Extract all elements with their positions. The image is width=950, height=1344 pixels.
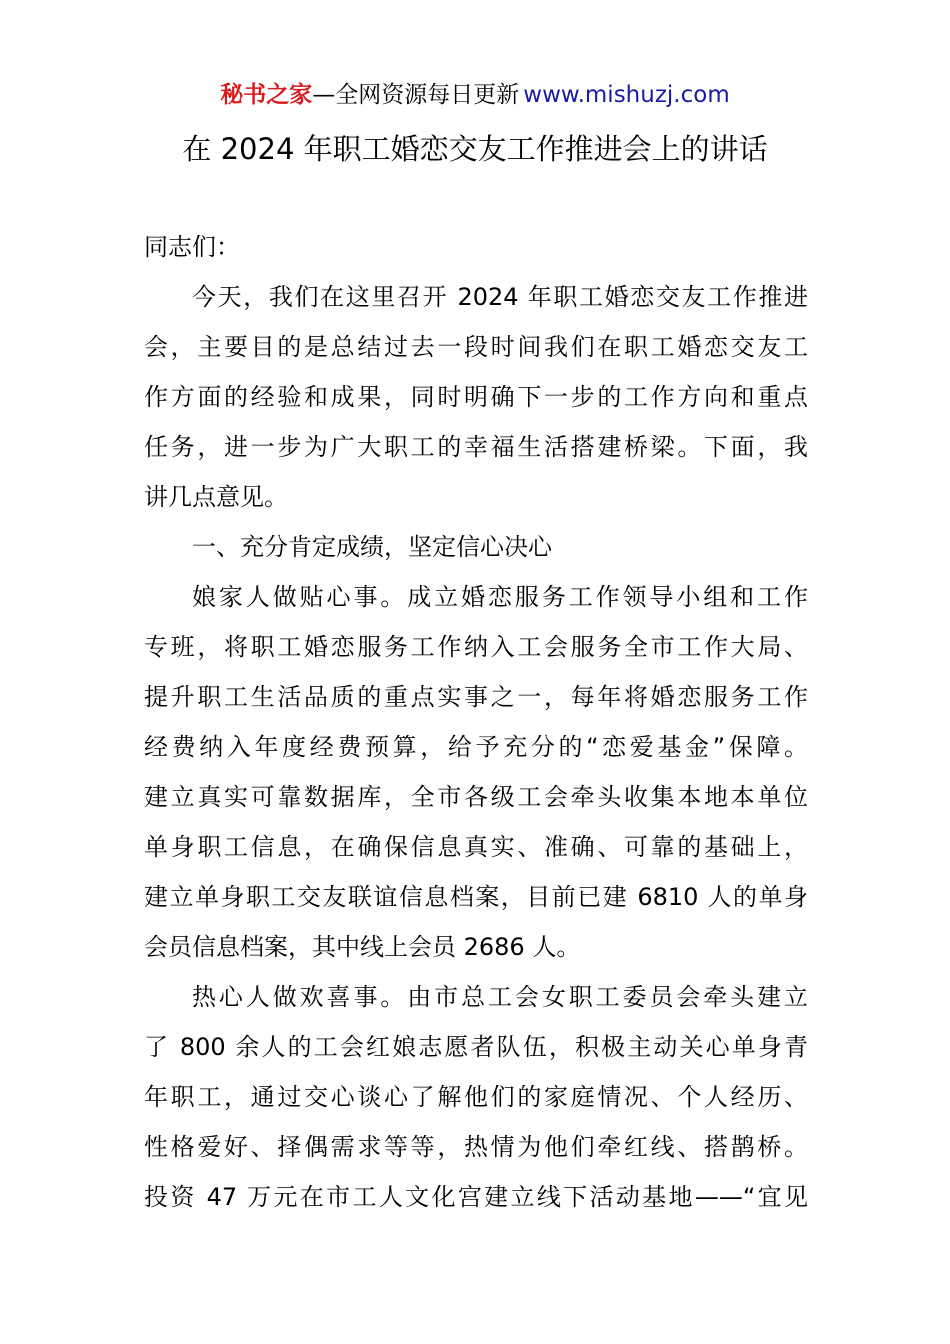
document-body [144, 222, 808, 1222]
paragraph-line: 建立真实可靠数据库，全市各级工会牵头收集本地本单位 [144, 783, 808, 811]
paragraph-line: 讲几点意见。 [144, 483, 288, 511]
paragraph-line: 建立单身职工交友联谊信息档案，目前已建 6810 人的单身 [144, 883, 808, 911]
paragraph-line: 了 800 余人的工会红娘志愿者队伍，积极主动关心单身青 [144, 1033, 808, 1061]
paragraph-line: 单身职工信息，在确保信息真实、准确、可靠的基础上， [144, 833, 808, 861]
paragraph-line: 会员信息档案，其中线上会员 2686 人。 [144, 933, 581, 961]
paragraph-line: 年职工，通过交心谈心了解他们的家庭情况、个人经历、 [144, 1083, 808, 1111]
site-url-link[interactable]: www.mishuzj.com [523, 82, 730, 108]
paragraph-line: 作方面的经验和成果，同时明确下一步的工作方向和重点 [144, 383, 808, 411]
paragraph-line: 娘家人做贴心事。成立婚恋服务工作领导小组和工作 [192, 583, 808, 611]
paragraph-line: 经费纳入年度经费预算，给予充分的“恋爱基金”保障。 [144, 733, 808, 761]
site-tagline: —全网资源每日更新 [312, 82, 520, 108]
paragraph-line: 投资 47 万元在市工人文化宫建立线下活动基地——“宜见 [144, 1183, 808, 1211]
section-heading: 一、充分肯定成绩，坚定信心决心 [192, 533, 552, 561]
document-title: 在 2024 年职工婚恋交友工作推进会上的讲话 [182, 132, 768, 166]
paragraph-line: 任务，进一步为广大职工的幸福生活搭建桥梁。下面，我 [144, 433, 808, 461]
site-header [0, 78, 950, 112]
paragraph-line: 提升职工生活品质的重点实事之一，每年将婚恋服务工作 [144, 683, 808, 711]
salutation: 同志们： [144, 233, 240, 261]
paragraph-line: 性格爱好、择偶需求等等，热情为他们牵红线、搭鹊桥。 [144, 1133, 808, 1161]
paragraph-line: 专班，将职工婚恋服务工作纳入工会服务全市工作大局、 [144, 633, 808, 661]
paragraph-line: 热心人做欢喜事。由市总工会女职工委员会牵头建立 [192, 983, 808, 1011]
paragraph-line: 今天，我们在这里召开 2024 年职工婚恋交友工作推进 [192, 283, 808, 311]
paragraph-line: 会，主要目的是总结过去一段时间我们在职工婚恋交友工 [144, 333, 808, 361]
site-brand: 秘书之家 [220, 82, 313, 108]
